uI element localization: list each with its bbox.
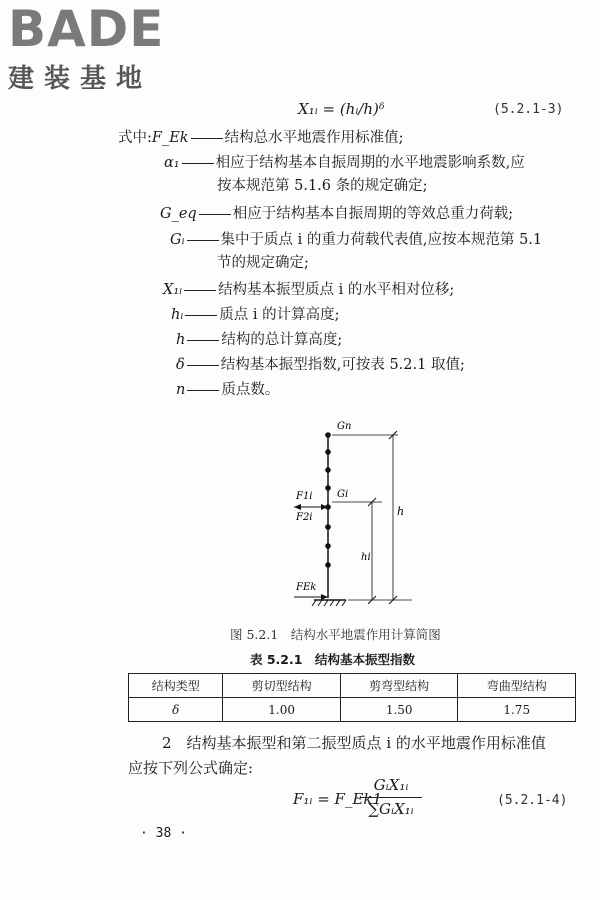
definition-text: 质点数。 [221,382,280,398]
table-header-cell: 剪弯型结构 [340,674,458,698]
symbol-alpha1: α₁ [164,155,180,171]
definition-text: 结构总水平地震作用标准值; [224,130,404,146]
definition-text: 相应于结构基本自振周期的水平地震影响系数,应 [215,155,525,171]
logo [8,0,165,95]
where-intro: 式中: [118,130,152,146]
label-fek: FEk [296,582,317,593]
dash [199,214,231,215]
definition-item-h [176,330,342,350]
table-cell: 1.75 [458,698,576,722]
symbol-h: h [176,332,186,348]
label-gi: Gi [337,489,349,500]
definition-text: 结构的总计算高度; [221,332,343,348]
definition-item-geq [160,204,513,224]
definition-text: 相应于结构基本自振周期的等效总重力荷载; [232,206,514,222]
label-f2i: F2i [296,512,313,523]
definition-item-x1i [163,280,454,300]
table-cell: δ [129,698,223,722]
definition-item-hi [171,305,340,325]
equation-5-2-1-4-lhs: F₁ᵢ = F_Ek1 [293,790,383,808]
table-cell: 1.00 [223,698,341,722]
dash [187,240,219,241]
equation-denominator: ∑GᵢX₁ᵢ [368,800,414,818]
symbol-fek: F_Ek [151,130,189,146]
logo-subtitle: 建装基地 [8,64,153,94]
structure-diagram [280,415,420,615]
table-header-cell: 剪切型结构 [223,674,341,698]
definition-continuation: 按本规范第 5.1.6 条的规定确定; [217,178,428,194]
equation-number-4: (5.2.1-4) [497,793,568,808]
mass-point [325,432,331,438]
dash [184,290,216,291]
ground-hatch [312,600,346,606]
label-gn: Gn [337,421,352,432]
fraction-bar [360,797,422,798]
table-header-row [129,674,576,698]
definition-item-gi [170,230,542,250]
table-row [129,698,576,722]
symbol-geq: G_eq [160,206,197,222]
definition-item-n [176,380,279,400]
page-number: · 38 · [140,826,187,841]
mass-point [325,524,331,530]
symbol-delta: δ [176,357,185,373]
symbol-n: n [176,382,186,398]
symbol-x1i: X₁ᵢ [163,282,183,298]
definition-text: 结构基本振型质点 i 的水平相对位移; [218,282,455,298]
definition-continuation: 节的规定确定; [217,255,309,271]
table-header-cell: 弯曲型结构 [458,674,576,698]
label-hi: hi [361,552,371,563]
equation-number-3: (5.2.1-3) [493,102,564,117]
dash [187,340,219,341]
definition-text: 质点 i 的计算高度; [219,307,340,323]
label-h: h [397,505,405,518]
equation-5-2-1-3: X₁ᵢ = (hᵢ/h)ᵟ [298,100,385,118]
paragraph-line-1: 2 结构基本振型和第二振型质点 i 的水平地震作用标准值 [162,734,546,752]
mass-point [325,467,331,473]
arrowhead [294,504,301,510]
parameter-table [128,673,576,722]
definition-item-delta [176,355,465,375]
definition-text: 结构基本振型指数,可按表 5.2.1 取值; [220,357,465,373]
logo-brand: BADE [8,0,165,58]
label-f1i: F1i [296,491,313,502]
mass-point [325,485,331,491]
table-header-cell: 结构类型 [129,674,223,698]
figure-caption: 图 5.2.1 结构水平地震作用计算简图 [230,627,441,642]
symbol-hi: hᵢ [171,307,184,323]
dash [185,315,217,316]
dash [182,163,214,164]
arrowhead [321,594,328,600]
mass-point [325,449,331,455]
table-title: 表 5.2.1 结构基本振型指数 [250,652,415,667]
dash [187,390,219,391]
paragraph-line-2: 应按下列公式确定: [128,759,254,777]
symbol-gi: Gᵢ [170,232,185,248]
equation-numerator: GᵢX₁ᵢ [373,776,409,794]
definition-text: 集中于质点 i 的重力荷载代表值,应按本规范第 5.1 [220,232,543,248]
mass-point [325,562,331,568]
definition-item-fek [118,128,403,148]
dash [187,365,219,366]
dash [191,138,223,139]
definition-item-alpha1 [164,153,525,173]
mass-point [325,543,331,549]
table-cell: 1.50 [340,698,458,722]
